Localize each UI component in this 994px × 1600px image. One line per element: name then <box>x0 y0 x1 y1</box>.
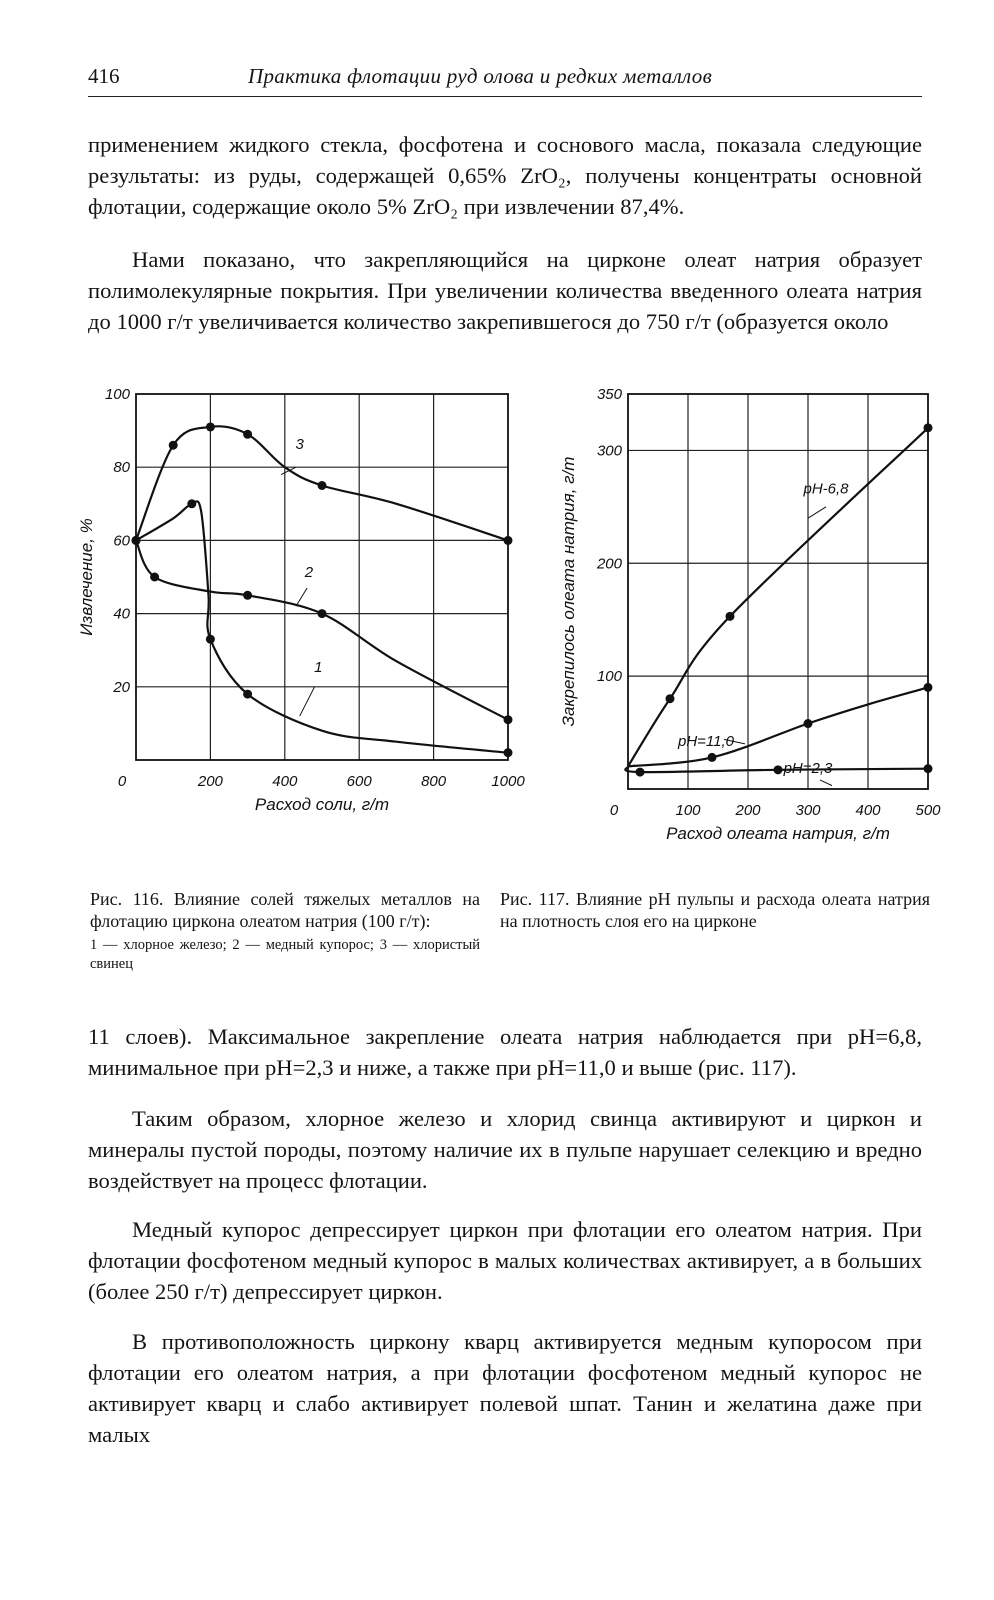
fig117-series-1-point <box>924 423 933 432</box>
fig117-series-2-point <box>924 683 933 692</box>
fig116-series-3-label: 3 <box>295 435 304 453</box>
fig116-series-1-point <box>243 690 252 699</box>
fig117-x-tick-label: 100 <box>675 802 701 819</box>
fig117-series-2-point <box>804 719 813 728</box>
fig116-y-tick-label: 80 <box>113 459 130 477</box>
fig117-series-3-leader <box>820 780 832 786</box>
fig117-y-tick-label: 100 <box>596 668 622 686</box>
fig117-y-tick-label: 350 <box>596 386 622 403</box>
fig116-series-2-point <box>243 591 252 600</box>
fig116-y-tick-label: 40 <box>113 605 130 623</box>
fig117-series-3-point <box>924 764 933 773</box>
fig116-series-2-point <box>318 609 327 618</box>
fig117-series-3-label: pH=2,3 <box>783 760 833 778</box>
fig116-x-tick-label: 800 <box>421 773 447 790</box>
paragraph-5: Медный купорос депрессирует циркон при флотации его олеатом натрия. При флотации фосфотеном медный купорос в малых количествах активирует, а в больших (более 250 г/т) депрессирует циркон. <box>88 1217 922 1304</box>
fig116-plot-frame <box>136 394 508 760</box>
fig116-series-2-label: 2 <box>304 564 314 581</box>
figure-117-caption <box>500 888 930 932</box>
fig116-y-tick-label: 20 <box>113 678 130 696</box>
paragraph-2: Нами показано, что закрепляющийся на цирконе олеат натрия образует полимолекулярные покрытия. При увеличении количества введенного олеата натрия до 1000 г/т увеличивается количество закрепившегося до 750 г/т (образуется около <box>88 247 922 334</box>
fig117-y-tick-label: 300 <box>596 442 622 460</box>
fig117-y-tick-label: 200 <box>596 555 622 573</box>
fig116-series-1-point <box>206 635 215 644</box>
fig116-x-tick-label: 400 <box>272 773 298 790</box>
page-header <box>88 64 922 97</box>
fig116-series-line-1 <box>136 501 508 752</box>
fig116-series-2-point <box>132 536 141 545</box>
fig116-series-2-point <box>504 715 513 724</box>
figure-116 <box>70 382 530 822</box>
fig117-series-3-point <box>636 768 645 777</box>
fig116-series-3-point <box>504 536 513 545</box>
fig116-x-tick-label: 200 <box>197 773 223 790</box>
fig116-series-2-leader <box>296 588 307 606</box>
figure-116-chart <box>70 382 530 822</box>
fig117-x-tick-label: 400 <box>855 802 881 819</box>
figure-117 <box>550 382 960 857</box>
figure-117-chart <box>550 382 960 857</box>
fig116-series-1-point <box>187 499 196 508</box>
running-title: Практика флотации руд олова и редких металлов <box>248 64 712 88</box>
fig116-y-tick-label: 100 <box>104 386 130 403</box>
fig116-series-3-point <box>243 430 252 439</box>
fig117-x-tick-label: 200 <box>735 802 761 819</box>
fig116-series-3-point <box>206 422 215 431</box>
page-number: 416 <box>88 64 120 88</box>
figure-117-caption-text: Рис. 117. Влияние pH пульпы и расхода олеата натрия на плотность слоя его на цирконе <box>500 889 930 931</box>
fig116-x-tick-label: 0 <box>117 773 127 790</box>
fig116-y-axis-label: Извлечение, % <box>77 518 96 636</box>
figure-116-caption <box>90 888 480 974</box>
fig117-x-axis-label: Расход олеата натрия, г/т <box>666 824 890 843</box>
fig117-series-2-label: pH=11,0 <box>677 733 735 751</box>
fig116-series-1-leader <box>300 687 315 716</box>
fig116-y-tick-label: 60 <box>113 532 130 550</box>
fig117-x-tick-label: 500 <box>915 802 941 819</box>
fig117-series-1-point <box>726 612 735 621</box>
paragraph-3: 11 слоев). Максимальное закрепление олеата натрия наблюдается при pH=6,8, минимальное при pH=2,3 и ниже, а также при pH=11,0 и выше (рис. 117). <box>88 1024 922 1080</box>
fig117-series-1-leader <box>808 507 826 518</box>
figure-116-caption-text: Рис. 116. Влияние солей тяжелых металлов на флотацию циркона олеатом натрия (100 г/т): <box>90 889 480 931</box>
fig117-series-1-label: pH-6,8 <box>803 480 849 498</box>
fig117-series-2-point <box>708 753 717 762</box>
figure-116-legend: 1 — хлорное железо; 2 — медный купорос; 3 — хлористый свинец <box>90 937 480 972</box>
fig117-x-tick-label: 300 <box>795 802 821 819</box>
fig116-series-2-point <box>150 573 159 582</box>
fig116-x-axis-label: Расход соли, г/т <box>254 795 390 814</box>
fig117-series-line-1 <box>628 428 928 767</box>
fig116-series-3-point <box>169 441 178 450</box>
fig117-x-tick-label: 0 <box>609 802 619 819</box>
paragraph-4: Таким образом, хлорное железо и хлорид свинца активируют и циркон и минералы пустой породы, поэтому наличие их в пульпе нарушает селекцию и вредно воздействует на процесс флотации. <box>88 1106 922 1193</box>
fig117-series-1-point <box>666 694 675 703</box>
fig116-series-3-point <box>318 481 327 490</box>
fig117-series-3-point <box>774 765 783 774</box>
fig116-x-tick-label: 600 <box>346 773 372 790</box>
paragraph-1: применением жидкого стекла, фосфотена и соснового масла, показала следующие результаты: из руды, содержащей 0,65% ZrO₂, получены концентраты основной флотации, содержащие около 5% ZrO₂ при извлечении 87,4%. <box>88 132 922 219</box>
fig116-x-tick-label: 1000 <box>491 773 525 790</box>
fig116-series-1-label: 1 <box>314 659 323 677</box>
fig117-y-axis-label: Закрепилось олеата натрия, г/т <box>559 456 578 727</box>
fig116-series-line-2 <box>136 540 508 719</box>
fig117-plot-frame <box>628 394 928 789</box>
paragraph-6: В противоположность циркону кварц активируется медным купоросом при флотации его олеатом натрия, а при флотации фосфотеном медный купорос не активирует кварц и слабо активирует полевой шпат. Танин и желатина даже при малых <box>88 1329 922 1447</box>
fig116-series-1-point <box>504 748 513 757</box>
